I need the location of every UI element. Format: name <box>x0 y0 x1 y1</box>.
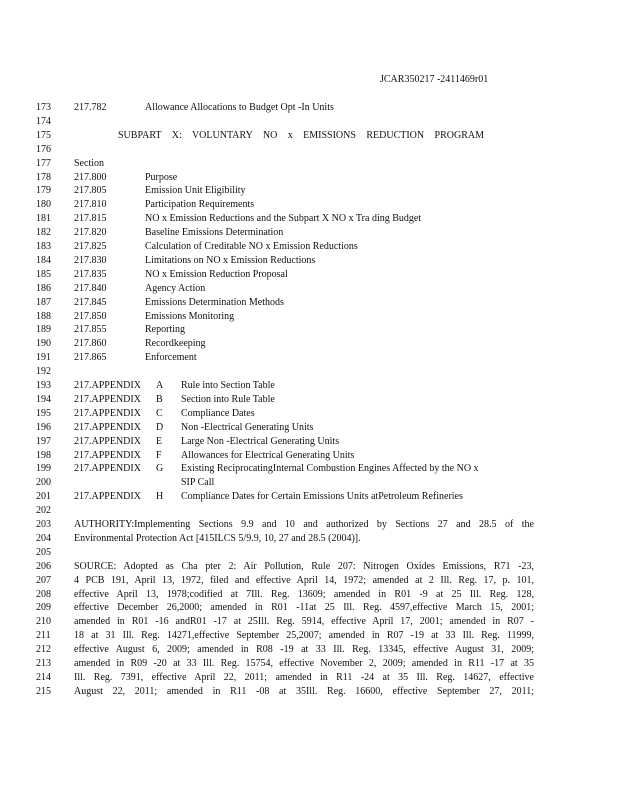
line-number: 211 <box>36 630 51 642</box>
document-line <box>0 560 618 574</box>
line-number: 209 <box>36 602 51 614</box>
line-number: 191 <box>36 352 51 364</box>
appendix-title: Existing ReciprocatingInternal Combustion Engines Affected by the NO x <box>181 463 479 475</box>
document-line <box>0 254 618 268</box>
paragraph-line: AUTHORITY:Implementing Sections 9.9 and 10 and authorized by Sections 27 and 28.5 of the <box>74 519 534 530</box>
paragraph-line: amended in R09 -20 at 33 Ill. Reg. 15754, effective November 2, 2009; amended in R11 -17 at 35 <box>74 658 534 669</box>
document-line <box>0 615 618 629</box>
section-title: Limitations on NO x Emission Reductions <box>145 254 316 266</box>
appendix-title: Non -Electrical Generating Units <box>181 421 314 433</box>
line-number: 196 <box>36 421 51 433</box>
line-number: 184 <box>36 254 51 266</box>
line-number: 179 <box>36 185 51 197</box>
section-number: 217.835 <box>74 268 107 280</box>
document-line <box>0 171 618 185</box>
section-title: Emission Unit Eligibility <box>145 185 246 197</box>
section-title: Calculation of Creditable NO x Emission Reductions <box>145 241 358 252</box>
section-title: Baseline Emissions Determination <box>145 227 284 239</box>
line-number: 183 <box>36 241 51 252</box>
section-number: 217.APPENDIX <box>74 463 141 475</box>
appendix-letter: B <box>156 393 163 405</box>
appendix-title: Rule into Section Table <box>181 380 275 391</box>
line-number: 215 <box>36 685 51 697</box>
section-number: 217.APPENDIX <box>74 449 141 461</box>
line-number: 193 <box>36 380 51 391</box>
section-number: 217.830 <box>74 254 107 266</box>
document-line <box>0 546 618 560</box>
line-number: 204 <box>36 532 51 544</box>
document-line <box>0 588 618 602</box>
section-number: 217.860 <box>74 338 107 350</box>
document-line <box>0 310 618 324</box>
paragraph-line: Ill. Reg. 7391, effective April 22, 2011; amended in R11 -24 at 35 Ill. Reg. 14627, effective <box>74 671 534 683</box>
section-number: 217.855 <box>74 324 107 336</box>
line-number: 188 <box>36 310 51 322</box>
line-number: 198 <box>36 449 51 461</box>
document-line <box>0 629 618 643</box>
document-line <box>0 643 618 657</box>
paragraph-line: Environmental Protection Act [415ILCS 5/9.9, 10, 27 and 28.5 (2004)]. <box>74 532 361 544</box>
document-line <box>0 601 618 615</box>
section-number: 217.800 <box>74 171 107 183</box>
document-line <box>0 421 618 435</box>
line-number: 206 <box>36 560 51 572</box>
line-number: 178 <box>36 171 51 183</box>
appendix-letter: H <box>156 491 164 503</box>
section-number: 217.810 <box>74 199 107 211</box>
document-line <box>0 143 618 157</box>
section-number: 217.865 <box>74 352 107 364</box>
section-number: 217.APPENDIX <box>74 380 141 391</box>
line-number: 203 <box>36 519 51 530</box>
paragraph-line: effective August 6, 2009; amended in R08 -19 at 33 Ill. Reg. 13345, effective August 31, 2009; <box>74 644 534 656</box>
line-number: 212 <box>36 644 51 656</box>
document-line <box>0 296 618 310</box>
document-line <box>0 407 618 421</box>
section-number: 217.APPENDIX <box>74 491 141 503</box>
document-line <box>0 449 618 463</box>
document-line <box>0 518 618 532</box>
document-line <box>0 379 618 393</box>
section-title: Purpose <box>145 171 178 183</box>
section-number: 217.840 <box>74 282 107 294</box>
paragraph-line: 4 PCB 191, April 13, 1972, filed and effective April 14, 1972; amended at 2 Ill. Reg. 17, p. 101, <box>74 574 534 586</box>
section-number: Section <box>74 157 104 169</box>
document-line <box>0 323 618 337</box>
section-number: 217.APPENDIX <box>74 407 141 419</box>
line-number: 182 <box>36 227 51 239</box>
document-code: JCAR350217 -2411469r01 <box>380 74 489 85</box>
document-line <box>0 129 618 143</box>
line-number: 201 <box>36 491 51 503</box>
document-line <box>0 490 618 504</box>
section-number: 217.APPENDIX <box>74 421 141 433</box>
line-number: 174 <box>36 115 51 127</box>
line-number: 187 <box>36 296 51 308</box>
section-number: 217.805 <box>74 185 107 197</box>
appendix-title: Large Non -Electrical Generating Units <box>181 435 340 447</box>
appendix-title: Compliance Dates for Certain Emissions Units atPetroleum Refineries <box>181 491 463 503</box>
section-title: Participation Requirements <box>145 199 255 211</box>
document-line <box>0 476 618 490</box>
document-line <box>0 532 618 546</box>
section-number: 217.782 <box>74 102 107 113</box>
document-line <box>0 198 618 212</box>
section-number: 217.845 <box>74 296 107 308</box>
appendix-letter: F <box>156 449 162 461</box>
document-line <box>0 337 618 351</box>
appendix-letter: A <box>156 380 164 391</box>
section-title: Agency Action <box>145 282 206 294</box>
document-line <box>0 365 618 379</box>
document-line <box>0 685 618 699</box>
line-number: 175 <box>36 129 51 141</box>
line-number: 202 <box>36 505 51 517</box>
line-number: 176 <box>36 143 51 155</box>
section-number: 217.815 <box>74 213 107 225</box>
document-line <box>0 574 618 588</box>
document-line <box>0 212 618 226</box>
line-number: 199 <box>36 463 51 475</box>
paragraph-line: 18 at 31 Ill. Reg. 14271,effective September 25,2007; amended in R07 -19 at 33 Ill. Reg. 11999, <box>74 630 534 642</box>
section-title: Allowance Allocations to Budget Opt -In Units <box>145 102 334 113</box>
document-line <box>0 226 618 240</box>
paragraph-line: amended in R01 -16 andR01 -17 at 25Ill. Reg. 5914, effective April 17, 2001; amended in R07 - <box>74 616 534 628</box>
line-number: 185 <box>36 268 51 280</box>
document-line <box>0 671 618 685</box>
paragraph-line: effective April 13, 1978;codified at 7Ill. Reg. 13609; amended in R01 -9 at 25 Ill. Reg. 128, <box>74 588 534 600</box>
document-line <box>0 393 618 407</box>
line-number: 197 <box>36 435 51 447</box>
section-number: 217.825 <box>74 241 107 252</box>
section-title: Enforcement <box>145 352 197 364</box>
section-title: Reporting <box>145 324 185 336</box>
line-number: 181 <box>36 213 51 225</box>
line-number: 190 <box>36 338 51 350</box>
section-number: 217.850 <box>74 310 107 322</box>
paragraph-line: August 22, 2011; amended in R11 -08 at 35Ill. Reg. 16600, effective September 27, 2011; <box>74 685 534 697</box>
section-title: Emissions Determination Methods <box>145 296 284 308</box>
subpart-heading: SUBPART X: VOLUNTARY NO x EMISSIONS REDUCTION PROGRAM <box>118 129 484 141</box>
document-line <box>0 240 618 254</box>
document-line <box>0 504 618 518</box>
paragraph-line: effective December 26,2000; amended in R01 -11at 25 Ill. Reg. 4597,effective March 15, 2001; <box>74 602 534 614</box>
document-line <box>0 157 618 171</box>
line-number: 210 <box>36 616 51 628</box>
appendix-letter: G <box>156 463 164 475</box>
document-line <box>0 184 618 198</box>
appendix-title: Compliance Dates <box>181 407 255 419</box>
document-line <box>0 435 618 449</box>
appendix-letter: D <box>156 421 164 433</box>
appendix-title: SIP Call <box>181 477 215 489</box>
line-number: 173 <box>36 102 51 113</box>
appendix-letter: E <box>156 435 163 447</box>
line-number: 208 <box>36 588 51 600</box>
section-title: NO x Emission Reductions and the Subpart X NO x Tra ding Budget <box>145 213 422 225</box>
section-number: 217.APPENDIX <box>74 393 141 405</box>
document-line <box>0 282 618 296</box>
line-number: 177 <box>36 157 51 169</box>
line-number: 186 <box>36 282 51 294</box>
line-number: 192 <box>36 366 51 378</box>
line-number: 214 <box>36 671 51 683</box>
section-number: 217.APPENDIX <box>74 435 141 447</box>
paragraph-line: SOURCE: Adopted as Cha pter 2: Air Pollution, Rule 207: Nitrogen Oxides Emissions, R71 -23, <box>74 560 534 572</box>
section-number: 217.820 <box>74 227 107 239</box>
appendix-title: Section into Rule Table <box>181 393 275 405</box>
document-line <box>0 657 618 671</box>
line-number: 213 <box>36 658 51 669</box>
section-title: Recordkeeping <box>145 338 206 350</box>
document-line <box>0 351 618 365</box>
document-line <box>0 268 618 282</box>
line-number: 207 <box>36 574 51 586</box>
line-number: 200 <box>36 477 51 489</box>
document-line <box>0 462 618 476</box>
line-number: 194 <box>36 393 51 405</box>
document-line <box>0 101 618 115</box>
line-number: 180 <box>36 199 51 211</box>
appendix-letter: C <box>156 407 163 419</box>
document-line <box>0 115 618 129</box>
section-title: NO x Emission Reduction Proposal <box>145 268 288 280</box>
line-number: 195 <box>36 407 51 419</box>
line-number: 205 <box>36 546 51 558</box>
appendix-title: Allowances for Electrical Generating Units <box>181 449 355 461</box>
section-title: Emissions Monitoring <box>145 310 235 322</box>
line-number: 189 <box>36 324 51 336</box>
